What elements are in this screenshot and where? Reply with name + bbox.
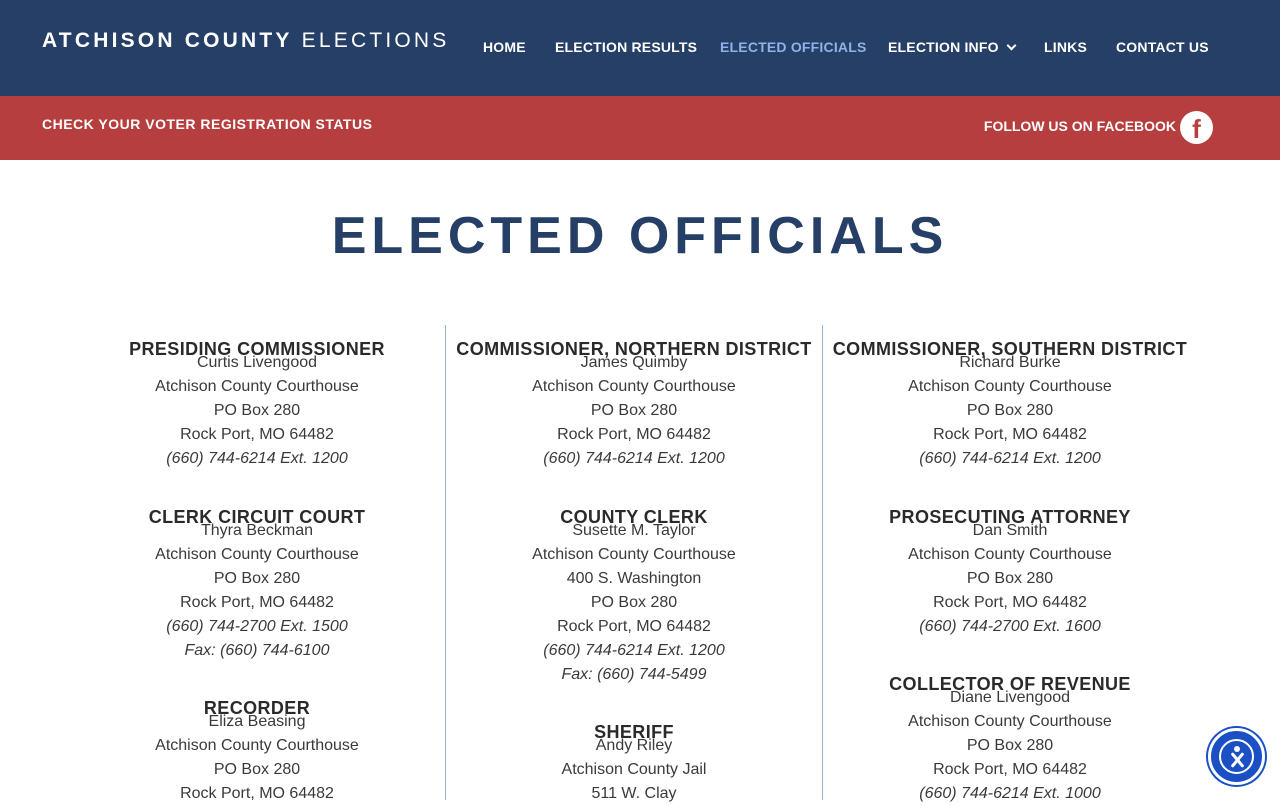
official-phone: (660) 744-6214 Ext. 1200 (166, 450, 348, 467)
official-title: COUNTY CLERK (560, 507, 708, 527)
official-title: CLERK CIRCUIT COURT (148, 507, 366, 527)
official-name: James Quimby (580, 354, 688, 371)
official-address: PO Box 280 (966, 570, 1054, 587)
nav-home[interactable]: HOME (483, 39, 526, 55)
official-address: PO Box 280 (213, 761, 301, 778)
official-details (830, 519, 1190, 639)
official-name: Eliza Beasing (208, 713, 306, 730)
official-address: PO Box 280 (966, 737, 1054, 754)
site-header (0, 0, 1280, 96)
official-phone: (660) 744-6214 Ext. 1200 (543, 450, 725, 467)
chevron-down-icon (1006, 41, 1016, 51)
official-address: 400 S. Washington (566, 570, 702, 587)
official-name: Thyra Beckman (200, 522, 314, 539)
official-address: Rock Port, MO 64482 (557, 426, 711, 443)
column-divider (822, 325, 823, 800)
official-address: Rock Port, MO 64482 (933, 426, 1087, 443)
brand-light: ELECTIONS (301, 29, 450, 52)
facebook-link[interactable]: FOLLOW US ON FACEBOOK (983, 118, 1176, 134)
official-title: PROSECUTING ATTORNEY (889, 507, 1131, 527)
nav-election-info-label: ELECTION INFO (888, 39, 999, 55)
official-address: Atchison County Courthouse (155, 378, 359, 395)
official-details (77, 519, 437, 663)
official-address: Atchison County Courthouse (908, 713, 1112, 730)
official-address: Atchison County Courthouse (532, 546, 736, 563)
official-details (77, 710, 437, 806)
official-title: RECORDER (203, 698, 311, 718)
official-name: Curtis Livengood (196, 354, 318, 371)
official-details (830, 351, 1190, 471)
official-address: Atchison County Courthouse (908, 546, 1112, 563)
official-address: Rock Port, MO 64482 (933, 594, 1087, 611)
official-address: 511 W. Clay (591, 785, 677, 802)
official-name: Diane Livengood (949, 689, 1071, 706)
nav-links[interactable]: LINKS (1044, 39, 1087, 55)
official-name: Andy Riley (595, 737, 673, 754)
official-details (830, 686, 1190, 806)
official-title: COMMISSIONER, SOUTHERN DISTRICT (832, 339, 1188, 359)
nav-elected-officials[interactable]: ELECTED OFFICIALS (720, 39, 867, 55)
official-fax: Fax: (660) 744-5499 (561, 666, 707, 683)
official-address: Atchison County Jail (561, 761, 707, 778)
official-address: Rock Port, MO 64482 (557, 618, 711, 635)
official-address: Atchison County Courthouse (155, 546, 359, 563)
official-fax: Fax: (660) 744-6100 (184, 642, 330, 659)
page-title: ELECTED OFFICIALS (331, 207, 949, 265)
official-title: SHERIFF (594, 722, 674, 742)
official-address: Atchison County Courthouse (908, 378, 1112, 395)
official-address: PO Box 280 (213, 402, 301, 419)
accessibility-icon (1219, 739, 1254, 774)
nav-election-results[interactable]: ELECTION RESULTS (555, 39, 698, 55)
official-address: Rock Port, MO 64482 (180, 785, 334, 802)
official-name: Dan Smith (972, 522, 1048, 539)
nav-contact-us[interactable]: CONTACT US (1116, 39, 1209, 55)
official-address: PO Box 280 (590, 594, 678, 611)
facebook-icon[interactable] (1180, 111, 1213, 144)
voter-registration-link[interactable]: CHECK YOUR VOTER REGISTRATION STATUS (42, 116, 373, 132)
site-logo[interactable] (42, 29, 449, 53)
nav-election-info[interactable] (888, 39, 1015, 55)
official-title: PRESIDING COMMISSIONER (129, 339, 385, 359)
official-address: PO Box 280 (590, 402, 678, 419)
official-address: Atchison County Courthouse (155, 737, 359, 754)
official-address: Rock Port, MO 64482 (180, 426, 334, 443)
official-details (77, 351, 437, 471)
official-name: Susette M. Taylor (572, 522, 696, 539)
official-phone: (660) 744-2700 Ext. 1600 (919, 618, 1101, 635)
official-address: PO Box 280 (213, 570, 301, 587)
brand-bold: ATCHISON COUNTY (42, 29, 293, 52)
official-details (454, 351, 814, 471)
official-address: Rock Port, MO 64482 (933, 761, 1087, 778)
official-details (454, 519, 814, 687)
official-phone: (660) 744-6214 Ext. 1000 (919, 785, 1101, 802)
official-address: Rock Port, MO 64482 (180, 594, 334, 611)
official-address: Atchison County Courthouse (532, 378, 736, 395)
official-phone: (660) 744-6214 Ext. 1200 (919, 450, 1101, 467)
official-name: Richard Burke (959, 354, 1061, 371)
official-address: PO Box 280 (966, 402, 1054, 419)
announcement-bar (0, 96, 1280, 160)
column-divider (445, 325, 446, 800)
official-phone: (660) 744-6214 Ext. 1200 (543, 642, 725, 659)
official-phone: (660) 744-2700 Ext. 1500 (166, 618, 348, 635)
official-details (454, 734, 814, 806)
facebook-glyph: f (1192, 114, 1201, 144)
official-title: COMMISSIONER, NORTHERN DISTRICT (456, 339, 812, 359)
official-title: COLLECTOR OF REVENUE (889, 674, 1131, 694)
accessibility-button[interactable] (1208, 728, 1265, 785)
